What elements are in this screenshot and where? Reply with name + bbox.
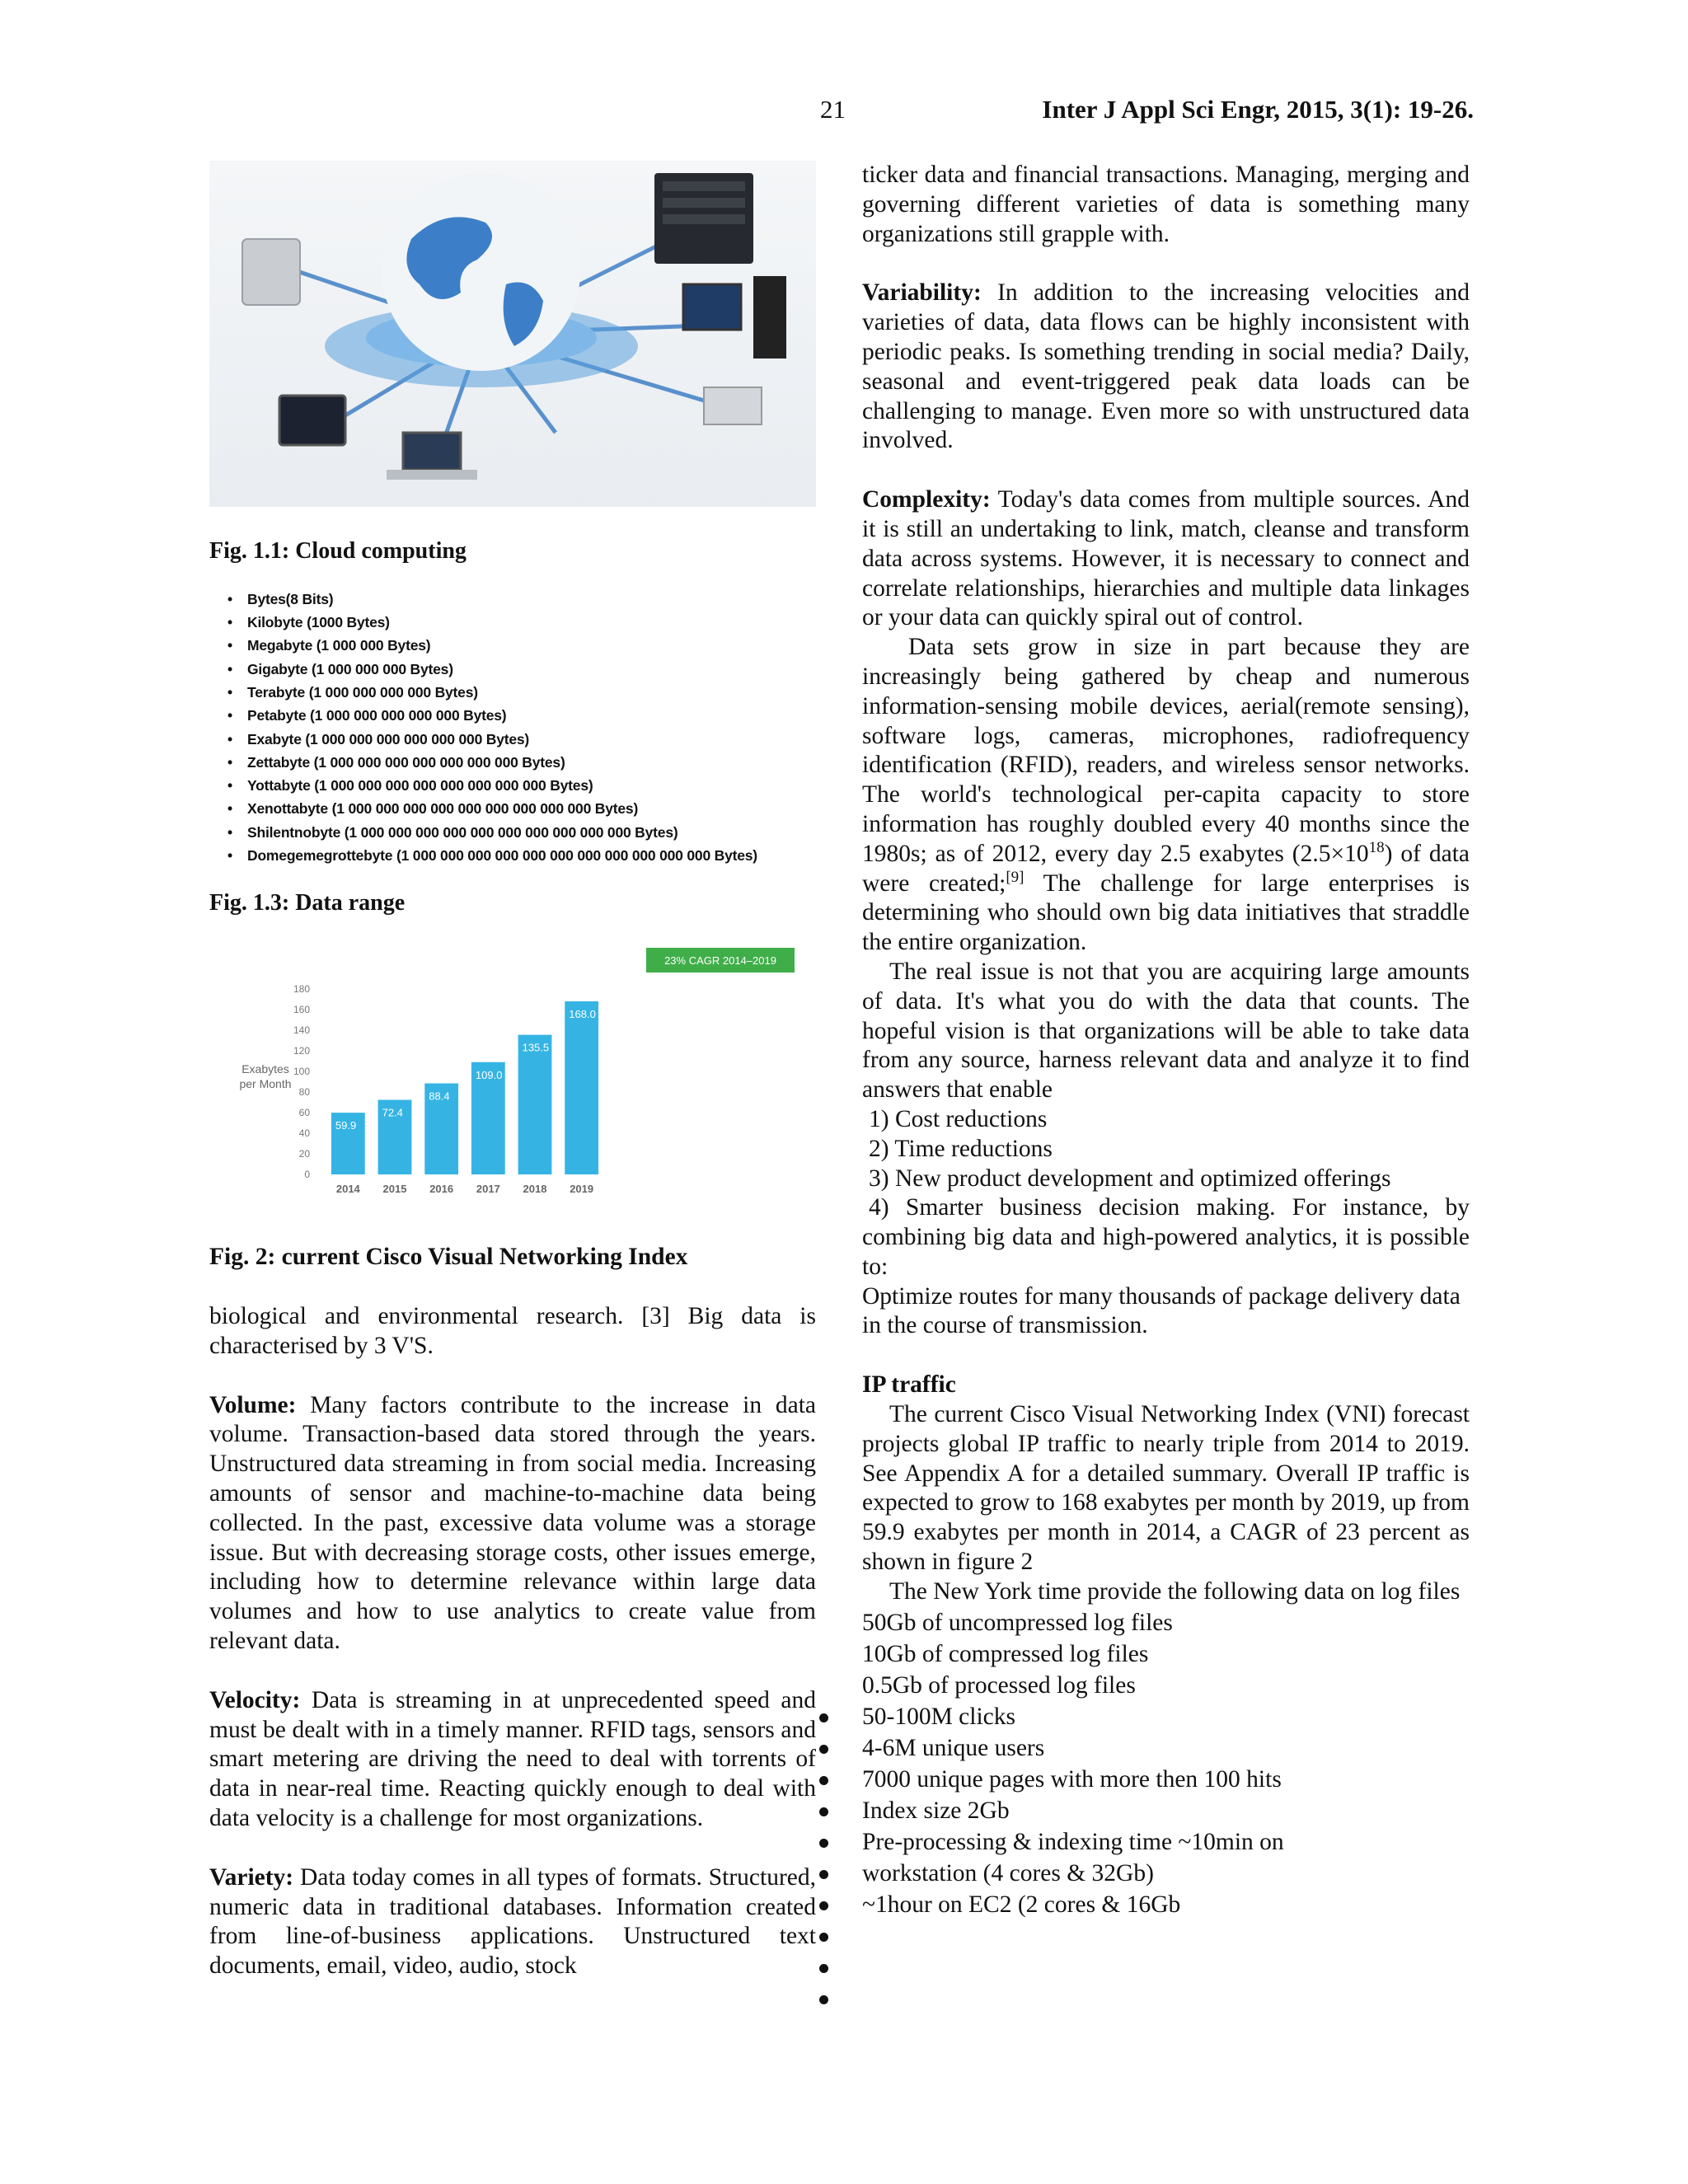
- list-item: • Gigabyte (1 000 000 000 Bytes): [227, 658, 816, 681]
- bar-value-label: 168.0: [569, 1008, 596, 1021]
- bullet-dot: [819, 1839, 828, 1848]
- cisco-vni-chart: [209, 940, 816, 1212]
- list-item: • Domegemegrottebyte (1 000 000 000 000 000 000 000 000 000 000 000 Bytes): [227, 844, 816, 867]
- log-files-list: [862, 1607, 1470, 1920]
- datasets-text: ) of data were created;: [862, 840, 1470, 897]
- list-item: 10Gb of compressed log files: [862, 1640, 1149, 1667]
- velocity-text: Data is streaming in at unprecedented speed and must be dealt with in a timely manner. RFID tags, sensors and smart metering are driving the need to deal with torrents of data in near-real time. Reacting quickly enough to deal with data velocity is a challenge for most organizations.: [209, 1686, 816, 1831]
- bullet-dot: [819, 1776, 828, 1785]
- x-tick-label: 2014: [335, 1183, 360, 1196]
- bullet-dot: [819, 1870, 828, 1879]
- y-tick-label: 80: [298, 1086, 310, 1099]
- bar-value-label: 72.4: [382, 1106, 403, 1119]
- list-item: ~1hour on EC2 (2 cores & 16Gb: [862, 1891, 1181, 1918]
- bar-value-label: 59.9: [335, 1119, 357, 1132]
- variety-heading: Variety:: [209, 1863, 294, 1891]
- cloud-computing-figure: [209, 161, 816, 507]
- cloud-illustration: [209, 161, 816, 507]
- velocity-paragraph: [209, 1686, 816, 1834]
- volume-paragraph: [209, 1391, 816, 1657]
- benefits-list: [862, 1105, 1470, 1193]
- section-heading: IP traffic: [862, 1371, 956, 1399]
- page-number: 21: [820, 95, 846, 124]
- optimize-paragraph: Optimize routes for many thousands of package delivery data in the course of transmission.: [862, 1282, 1461, 1339]
- exponent: 18: [1368, 838, 1385, 856]
- complexity-paragraph: [862, 485, 1470, 633]
- bullet-dot: [819, 1901, 828, 1910]
- list-item: • Xenottabyte (1 000 000 000 000 000 000 000 000 000 Bytes): [227, 797, 816, 820]
- list-item: • Bytes(8 Bits): [227, 588, 816, 611]
- fig1-caption: Fig. 1.1: Cloud computing: [209, 538, 467, 564]
- y-tick-label: 180: [293, 983, 310, 996]
- bullet-dot: [819, 1713, 828, 1722]
- list-item: Pre-processing & indexing time ~10min on: [862, 1828, 1284, 1855]
- bar-value-label: 109.0: [475, 1068, 503, 1081]
- list-item: • Zettabyte (1 000 000 000 000 000 000 000 Bytes): [227, 751, 816, 774]
- intro-paragraph: biological and environmental research. [3] Big data is characterised by 3 V'S.: [209, 1302, 816, 1359]
- right-column: [862, 161, 1470, 1920]
- list-item: • Exabyte (1 000 000 000 000 000 000 Bytes): [227, 728, 816, 751]
- velocity-heading: Velocity:: [209, 1686, 301, 1713]
- complexity-text: Today's data comes from multiple sources. And it is still an undertaking to link, match, cleanse and transform data across systems. However, it is necessary to connect and correlate relationships, hierarchies and multiple data linkages or your data can quickly spiral out of control.: [862, 486, 1470, 631]
- bullet-dot: [819, 1933, 828, 1942]
- list-item: • Petabyte (1 000 000 000 000 000 Bytes): [227, 704, 816, 727]
- variety-continued: ticker data and financial transactions. Managing, merging and governing different varieties of data is something many organizations still grapple with.: [862, 162, 1470, 247]
- journal-citation: Inter J Appl Sci Engr, 2015, 3(1): 19-26.: [1042, 95, 1474, 124]
- ip-traffic-heading: [862, 1371, 1470, 1400]
- bar-chart-svg: [209, 940, 816, 1212]
- variability-paragraph: [862, 279, 1470, 456]
- y-axis-label: Exabytes: [241, 1062, 289, 1076]
- list-item: • Yottabyte (1 000 000 000 000 000 000 000 000 Bytes): [227, 774, 816, 797]
- bullet-dot: [819, 1745, 828, 1754]
- variety-text: Data today comes in all types of formats. Structured, numeric data in traditional databases. Information created from line-of-business applications. Unstructured text documents, email, video, audio, stock: [209, 1863, 816, 1980]
- bar-value-label: 88.4: [429, 1090, 450, 1103]
- y-tick-label: 100: [293, 1066, 310, 1078]
- list-item: workstation (4 cores & 32Gb): [862, 1859, 1154, 1886]
- nytimes-paragraph: The New York time provide the following data on log files: [889, 1577, 1461, 1605]
- x-tick-label: 2016: [429, 1183, 454, 1196]
- datasets-text: Data sets grow in size in part because they are increasingly being gathered by cheap and numerous information-sensing mobile devices, aerial(remote sensing), software logs, cameras, microphones, radiofrequency identification (RFID), readers, and wireless sensor networks. The world's technological per-capita capacity to store information has roughly doubled every 40 months since the 1980s; as of 2012, every day 2.5 exabytes (2.5×10: [862, 634, 1470, 867]
- list-item: Index size 2Gb: [862, 1797, 1010, 1824]
- fig2-caption: Fig. 2: current Cisco Visual Networking Index: [209, 1244, 688, 1271]
- volume-text: Many factors contribute to the increase in data volume. Transaction-based data stored through the years. Unstructured data streaming in from social media. Increasing amounts of sensor and machine-to-machine data being collected. In the past, excessive data volume was a storage issue. But with decreasing storage costs, other issues emerge, including how to determine relevance within large data volumes and how to use analytics to create value from relevant data.: [209, 1391, 816, 1654]
- datasets-text: The challenge for large enterprises is determining who should own big data initiatives that straddle the entire organization.: [862, 869, 1470, 956]
- y-tick-label: 60: [298, 1107, 310, 1119]
- y-tick-label: 160: [293, 1004, 310, 1016]
- list-item: 3) New product development and optimized offerings: [869, 1165, 1391, 1192]
- list-item: 4) Smarter business decision making. For instance, by combining big data and high-powered analytics, it is possible to:: [862, 1194, 1470, 1280]
- bullet-dot: [819, 1995, 828, 2004]
- ip-traffic-paragraph: The current Cisco Visual Networking Index (VNI) forecast projects global IP traffic to nearly triple from 2014 to 2019. See Appendix A for a detailed summary. Overall IP traffic is expected to grow to 168 exabytes per month by 2019, up from 59.9 exabytes per month in 2014, a CAGR of 23 percent as shown in figure 2: [862, 1401, 1470, 1576]
- list-item: 50Gb of uncompressed log files: [862, 1609, 1173, 1636]
- list-item: 2) Time reductions: [869, 1135, 1053, 1162]
- x-tick-label: 2015: [382, 1183, 407, 1196]
- y-tick-label: 120: [293, 1045, 310, 1057]
- issue-paragraph: The real issue is not that you are acquiring large amounts of data. It's what you do with the data that counts. The hopeful vision is that organizations will be able to take data from any source, harness relevant data and analyze it to find answers that enable: [862, 958, 1470, 1104]
- list-item: • Megabyte (1 000 000 Bytes): [227, 634, 816, 657]
- list-item: 50-100M clicks: [862, 1703, 1015, 1730]
- list-item: 1) Cost reductions: [869, 1105, 1048, 1132]
- x-tick-label: 2018: [523, 1183, 547, 1196]
- volume-heading: Volume:: [209, 1391, 297, 1418]
- y-tick-label: 0: [304, 1169, 310, 1181]
- y-tick-label: 20: [298, 1148, 310, 1160]
- complexity-heading: Complexity:: [862, 486, 991, 513]
- list-item: • Kilobyte (1000 Bytes): [227, 611, 816, 634]
- variety-paragraph: [209, 1863, 816, 1981]
- bar-2019: [565, 1001, 598, 1174]
- list-item: • Shilentnobyte (1 000 000 000 000 000 000 000 000 000 000 Bytes): [227, 821, 816, 844]
- citation-ref: [9]: [1006, 868, 1025, 886]
- x-tick-label: 2017: [476, 1183, 500, 1196]
- fig13-caption: Fig. 1.3: Data range: [209, 890, 406, 916]
- x-tick-label: 2019: [570, 1183, 594, 1196]
- y-tick-label: 40: [298, 1127, 310, 1140]
- bullet-dot: [819, 1964, 828, 1973]
- y-tick-label: 140: [293, 1024, 310, 1037]
- list-item: 7000 unique pages with more then 100 hits: [862, 1765, 1282, 1793]
- y-axis-label: per Month: [239, 1077, 292, 1091]
- bullet-dot: [819, 1807, 828, 1816]
- list-item: 4-6M unique users: [862, 1734, 1045, 1761]
- list-item: • Terabyte (1 000 000 000 000 Bytes): [227, 681, 816, 704]
- datasets-paragraph: [862, 633, 1470, 958]
- cagr-annotation: 23% CAGR 2014–2019: [664, 954, 776, 968]
- bar-value-label: 135.5: [522, 1041, 550, 1054]
- variability-text: In addition to the increasing velocities and varieties of data, data flows can be highly inconsistent with periodic peaks. Is something trending in social media? Daily, seasonal and event-triggered peak data loads can be challenging to manage. Even more so with unstructured data involved.: [862, 279, 1470, 454]
- data-range-list: [209, 588, 816, 868]
- list-item: 0.5Gb of processed log files: [862, 1671, 1136, 1699]
- bar-2018: [518, 1035, 552, 1174]
- variability-heading: Variability:: [862, 279, 982, 307]
- left-column: [209, 161, 816, 1981]
